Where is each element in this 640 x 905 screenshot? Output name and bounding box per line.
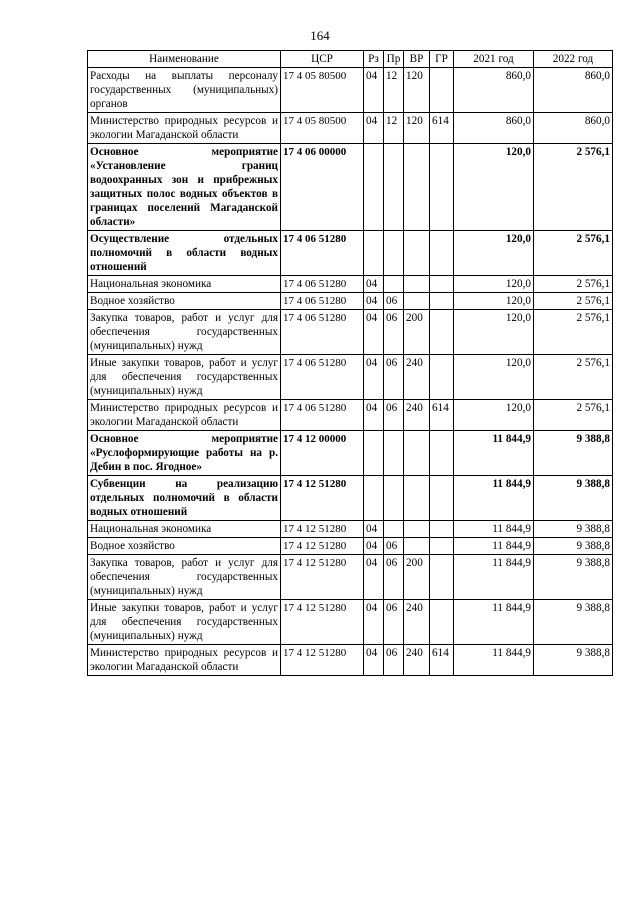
cell-vr: 240 bbox=[404, 355, 430, 400]
cell-name: Закупка товаров, работ и услуг для обеспечения государственных (муниципальных) нужд bbox=[88, 310, 281, 355]
cell-csr: 17 4 05 80500 bbox=[281, 68, 364, 113]
table-row bbox=[88, 538, 613, 555]
cell-vr: 240 bbox=[404, 645, 430, 676]
cell-name: Иные закупки товаров, работ и услуг для обеспечения государственных (муниципальных) нужд bbox=[88, 600, 281, 645]
cell-rz: 04 bbox=[364, 310, 384, 355]
cell-y2021: 860,0 bbox=[454, 68, 534, 113]
cell-gr bbox=[430, 144, 454, 231]
cell-vr: 120 bbox=[404, 68, 430, 113]
cell-y2022: 9 388,8 bbox=[534, 645, 613, 676]
cell-name: Расходы на выплаты персоналу государственных (муниципальных) органов bbox=[88, 68, 281, 113]
cell-name: Водное хозяйство bbox=[88, 293, 281, 310]
cell-rz: 04 bbox=[364, 293, 384, 310]
table-row bbox=[88, 355, 613, 400]
cell-gr bbox=[430, 538, 454, 555]
table-row bbox=[88, 555, 613, 600]
cell-csr: 17 4 06 00000 bbox=[281, 144, 364, 231]
cell-pr bbox=[384, 521, 404, 538]
cell-y2021: 11 844,9 bbox=[454, 476, 534, 521]
cell-pr bbox=[384, 476, 404, 521]
table-body bbox=[88, 68, 613, 676]
cell-rz: 04 bbox=[364, 355, 384, 400]
header-2022: 2022 год bbox=[534, 51, 613, 68]
cell-y2022: 2 576,1 bbox=[534, 400, 613, 431]
cell-name: Иные закупки товаров, работ и услуг для обеспечения государственных (муниципальных) нужд bbox=[88, 355, 281, 400]
cell-y2022: 9 388,8 bbox=[534, 538, 613, 555]
cell-vr bbox=[404, 476, 430, 521]
cell-y2022: 2 576,1 bbox=[534, 144, 613, 231]
cell-vr: 240 bbox=[404, 400, 430, 431]
cell-y2021: 120,0 bbox=[454, 355, 534, 400]
table-row bbox=[88, 144, 613, 231]
cell-rz: 04 bbox=[364, 113, 384, 144]
cell-gr: 614 bbox=[430, 113, 454, 144]
cell-vr bbox=[404, 293, 430, 310]
cell-y2021: 120,0 bbox=[454, 400, 534, 431]
cell-name: Основное мероприятие «Установление границ водоохранных зон и прибрежных защитных полос водных объектов в границах поселений Магаданской области» bbox=[88, 144, 281, 231]
cell-gr bbox=[430, 231, 454, 276]
cell-pr: 06 bbox=[384, 400, 404, 431]
table-row bbox=[88, 521, 613, 538]
cell-gr bbox=[430, 310, 454, 355]
table-row bbox=[88, 400, 613, 431]
table-row bbox=[88, 68, 613, 113]
cell-csr: 17 4 12 51280 bbox=[281, 600, 364, 645]
header-name: Наименование bbox=[88, 51, 281, 68]
cell-gr bbox=[430, 476, 454, 521]
page-number: 164 bbox=[310, 28, 330, 43]
cell-pr: 12 bbox=[384, 113, 404, 144]
cell-y2021: 11 844,9 bbox=[454, 645, 534, 676]
cell-y2022: 2 576,1 bbox=[534, 231, 613, 276]
cell-y2022: 9 388,8 bbox=[534, 521, 613, 538]
cell-pr: 06 bbox=[384, 310, 404, 355]
cell-y2022: 2 576,1 bbox=[534, 310, 613, 355]
cell-rz bbox=[364, 431, 384, 476]
cell-vr: 200 bbox=[404, 555, 430, 600]
cell-pr: 06 bbox=[384, 293, 404, 310]
cell-rz: 04 bbox=[364, 538, 384, 555]
cell-y2021: 120,0 bbox=[454, 293, 534, 310]
cell-y2021: 11 844,9 bbox=[454, 431, 534, 476]
cell-csr: 17 4 12 51280 bbox=[281, 538, 364, 555]
cell-csr: 17 4 12 51280 bbox=[281, 476, 364, 521]
table-row bbox=[88, 113, 613, 144]
cell-csr: 17 4 06 51280 bbox=[281, 355, 364, 400]
cell-name: Национальная экономика bbox=[88, 276, 281, 293]
table-row bbox=[88, 431, 613, 476]
table-row bbox=[88, 293, 613, 310]
cell-pr: 06 bbox=[384, 355, 404, 400]
cell-vr: 120 bbox=[404, 113, 430, 144]
cell-csr: 17 4 12 51280 bbox=[281, 521, 364, 538]
cell-pr bbox=[384, 276, 404, 293]
cell-csr: 17 4 06 51280 bbox=[281, 310, 364, 355]
cell-csr: 17 4 05 80500 bbox=[281, 113, 364, 144]
cell-y2021: 120,0 bbox=[454, 231, 534, 276]
cell-y2021: 11 844,9 bbox=[454, 521, 534, 538]
header-2021: 2021 год bbox=[454, 51, 534, 68]
cell-y2022: 860,0 bbox=[534, 113, 613, 144]
cell-gr bbox=[430, 68, 454, 113]
cell-y2021: 120,0 bbox=[454, 276, 534, 293]
cell-name: Субвенции на реализацию отдельных полномочий в области водных отношений bbox=[88, 476, 281, 521]
cell-pr: 06 bbox=[384, 555, 404, 600]
cell-rz: 04 bbox=[364, 521, 384, 538]
cell-rz bbox=[364, 144, 384, 231]
cell-y2022: 9 388,8 bbox=[534, 555, 613, 600]
cell-y2021: 120,0 bbox=[454, 144, 534, 231]
table-row bbox=[88, 231, 613, 276]
cell-csr: 17 4 06 51280 bbox=[281, 276, 364, 293]
cell-csr: 17 4 06 51280 bbox=[281, 400, 364, 431]
cell-name: Водное хозяйство bbox=[88, 538, 281, 555]
cell-csr: 17 4 12 00000 bbox=[281, 431, 364, 476]
cell-pr: 12 bbox=[384, 68, 404, 113]
cell-rz bbox=[364, 231, 384, 276]
cell-vr bbox=[404, 538, 430, 555]
cell-gr bbox=[430, 431, 454, 476]
cell-pr: 06 bbox=[384, 645, 404, 676]
cell-vr: 200 bbox=[404, 310, 430, 355]
table-row bbox=[88, 476, 613, 521]
cell-y2021: 11 844,9 bbox=[454, 538, 534, 555]
cell-y2021: 120,0 bbox=[454, 310, 534, 355]
cell-gr bbox=[430, 521, 454, 538]
cell-gr bbox=[430, 355, 454, 400]
cell-vr bbox=[404, 431, 430, 476]
cell-gr bbox=[430, 276, 454, 293]
cell-name: Закупка товаров, работ и услуг для обеспечения государственных (муниципальных) нужд bbox=[88, 555, 281, 600]
cell-y2022: 9 388,8 bbox=[534, 431, 613, 476]
cell-pr: 06 bbox=[384, 600, 404, 645]
cell-rz: 04 bbox=[364, 68, 384, 113]
header-rz: Рз bbox=[364, 51, 384, 68]
cell-gr bbox=[430, 293, 454, 310]
cell-pr bbox=[384, 231, 404, 276]
cell-csr: 17 4 06 51280 bbox=[281, 231, 364, 276]
cell-rz: 04 bbox=[364, 276, 384, 293]
cell-y2022: 2 576,1 bbox=[534, 355, 613, 400]
cell-y2022: 2 576,1 bbox=[534, 276, 613, 293]
header-csr: ЦСР bbox=[281, 51, 364, 68]
budget-table bbox=[87, 50, 613, 676]
cell-y2021: 11 844,9 bbox=[454, 600, 534, 645]
cell-pr bbox=[384, 431, 404, 476]
cell-y2022: 860,0 bbox=[534, 68, 613, 113]
header-pr: Пр bbox=[384, 51, 404, 68]
cell-pr: 06 bbox=[384, 538, 404, 555]
cell-vr bbox=[404, 276, 430, 293]
cell-name: Основное мероприятие «Руслоформирующие работы на р. Дебин в пос. Ягодное» bbox=[88, 431, 281, 476]
cell-csr: 17 4 12 51280 bbox=[281, 555, 364, 600]
cell-vr bbox=[404, 144, 430, 231]
cell-vr: 240 bbox=[404, 600, 430, 645]
cell-vr bbox=[404, 231, 430, 276]
cell-rz: 04 bbox=[364, 555, 384, 600]
cell-y2022: 9 388,8 bbox=[534, 600, 613, 645]
table-row bbox=[88, 276, 613, 293]
cell-gr: 614 bbox=[430, 400, 454, 431]
cell-rz bbox=[364, 476, 384, 521]
header-gr: ГР bbox=[430, 51, 454, 68]
cell-rz: 04 bbox=[364, 600, 384, 645]
table-row bbox=[88, 600, 613, 645]
header-vr: ВР bbox=[404, 51, 430, 68]
cell-y2021: 860,0 bbox=[454, 113, 534, 144]
cell-name: Министерство природных ресурсов и экологии Магаданской области bbox=[88, 645, 281, 676]
cell-name: Министерство природных ресурсов и экологии Магаданской области bbox=[88, 400, 281, 431]
cell-vr bbox=[404, 521, 430, 538]
cell-y2021: 11 844,9 bbox=[454, 555, 534, 600]
cell-y2022: 9 388,8 bbox=[534, 476, 613, 521]
cell-rz: 04 bbox=[364, 400, 384, 431]
cell-csr: 17 4 06 51280 bbox=[281, 293, 364, 310]
cell-gr: 614 bbox=[430, 645, 454, 676]
table-row bbox=[88, 645, 613, 676]
cell-name: Национальная экономика bbox=[88, 521, 281, 538]
cell-y2022: 2 576,1 bbox=[534, 293, 613, 310]
cell-name: Осуществление отдельных полномочий в области водных отношений bbox=[88, 231, 281, 276]
cell-pr bbox=[384, 144, 404, 231]
cell-csr: 17 4 12 51280 bbox=[281, 645, 364, 676]
cell-name: Министерство природных ресурсов и экологии Магаданской области bbox=[88, 113, 281, 144]
cell-gr bbox=[430, 555, 454, 600]
table-row bbox=[88, 310, 613, 355]
cell-rz: 04 bbox=[364, 645, 384, 676]
cell-gr bbox=[430, 600, 454, 645]
table-header-row bbox=[88, 51, 613, 68]
